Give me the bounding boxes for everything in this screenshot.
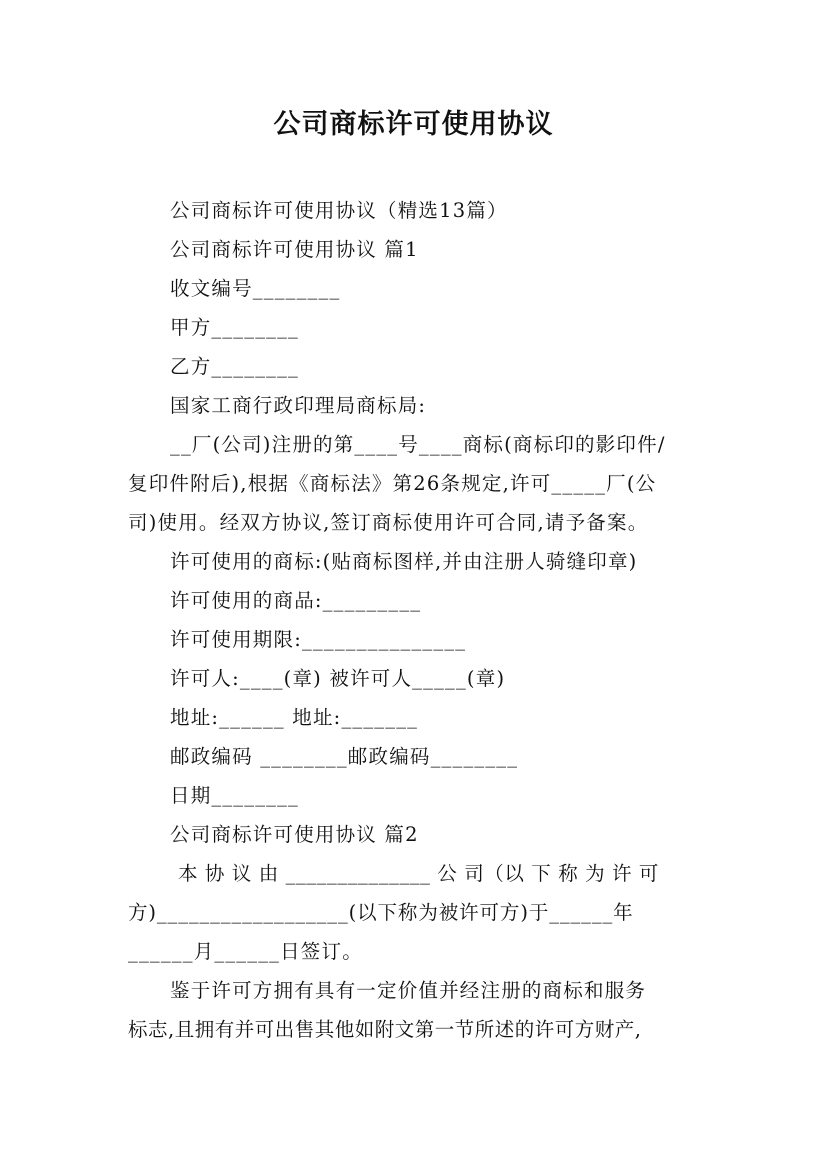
section-heading-2: 公司商标许可使用协议 篇2 [170, 823, 419, 846]
address-line: 地址:______ 地址:_______ [170, 706, 419, 729]
license-term-field: 许可使用期限:_______________ [170, 628, 467, 651]
licensed-goods-field: 许可使用的商品:_________ [170, 589, 422, 612]
party-a-field: 甲方________ [170, 316, 299, 339]
subtitle-line: 公司商标许可使用协议（精选13篇） [170, 199, 508, 222]
body-paragraph-line: 方)__________________(以下称为被许可方)于______年 [128, 901, 634, 924]
date-field: 日期________ [170, 784, 299, 807]
body-paragraph-line: 司)使用。经双方协议,签订商标使用许可合同,请予备案。 [128, 511, 649, 534]
body-paragraph-line: 鉴于许可方拥有具有一定价值并经注册的商标和服务 [170, 979, 647, 1002]
party-b-field: 乙方________ [170, 355, 299, 378]
body-paragraph-line: 本 协 议 由 ______________ 公 司（以 下 称 为 许 可 [178, 862, 659, 885]
body-paragraph-line: __厂(公司)注册的第____号____商标(商标印的影印件/ [170, 433, 666, 456]
body-paragraph-line: 标志,且拥有并可出售其他如附文第一节所述的许可方财产, [128, 1018, 642, 1041]
addressee-line: 国家工商行政印理局商标局: [170, 394, 427, 417]
licensor-licensee-line: 许可人:____(章) 被许可人_____(章) [170, 667, 506, 690]
document-title: 公司商标许可使用协议 [273, 109, 554, 140]
document-number-field: 收文编号________ [170, 277, 341, 300]
licensed-trademark-line: 许可使用的商标:(贴商标图样,并由注册人骑缝印章) [170, 550, 638, 573]
section-heading-1: 公司商标许可使用协议 篇1 [170, 238, 419, 261]
body-paragraph-line: ______月______日签订。 [128, 940, 363, 963]
postal-code-line: 邮政编码 ________邮政编码________ [170, 745, 519, 768]
body-paragraph-line: 复印件附后),根据《商标法》第26条规定,许可_____厂(公 [128, 472, 657, 495]
